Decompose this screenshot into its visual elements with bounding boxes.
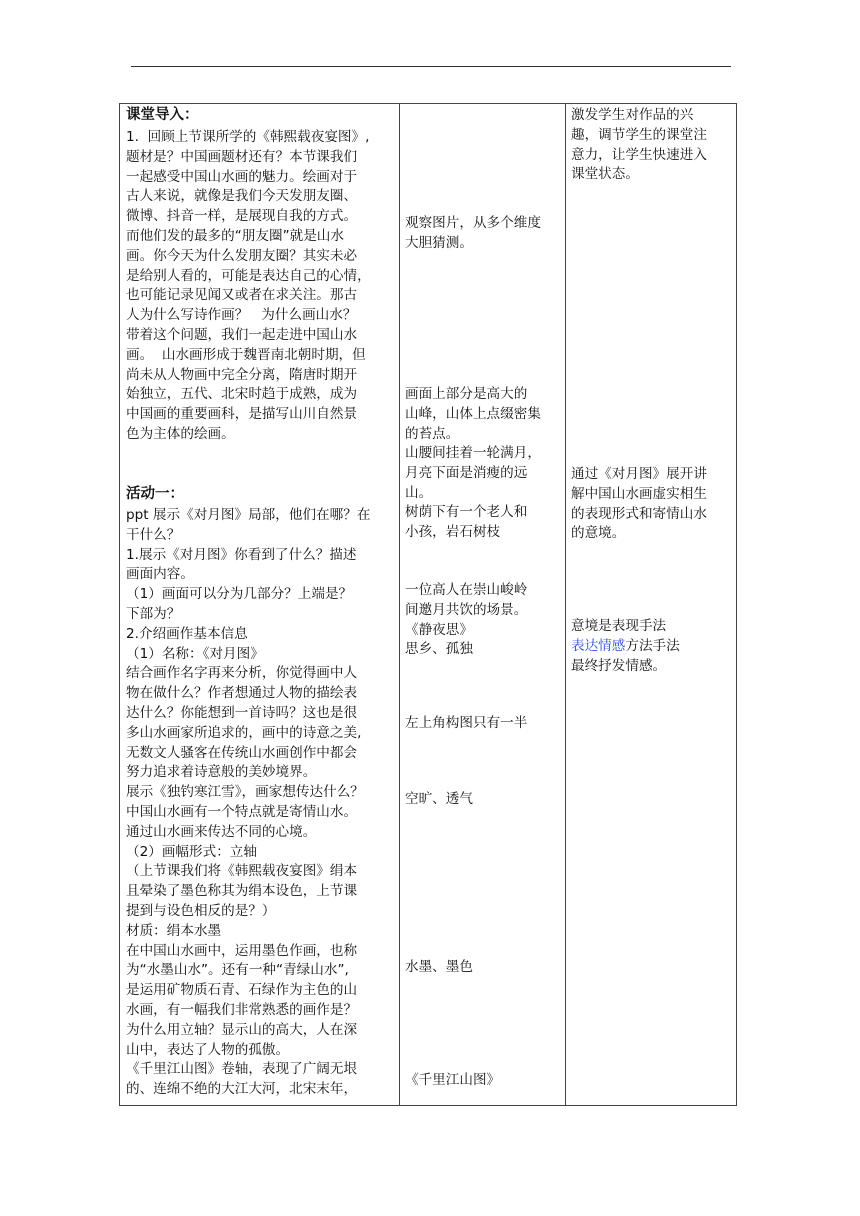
text-line: 人为什么写诗作画？ 为什么画山水？ — [126, 307, 357, 324]
painting-title: 《千里江山图》 — [405, 1072, 501, 1088]
text-line: 结合画作名字再来分析，你觉得画中人 — [126, 665, 358, 682]
text-line: 材质：绢本水墨 — [126, 922, 222, 939]
ink-text: 水墨、墨色 — [405, 959, 473, 975]
text-line: 大胆猜测。 — [405, 234, 473, 251]
text-line: 是给别人看的，可能是表达自己的心情， — [126, 267, 371, 284]
text-line: （1）名称：《对月图》 — [126, 645, 264, 662]
text-line: 观察图片，从多个维度 — [405, 215, 541, 231]
airy-text: 空旷、透气 — [405, 791, 473, 807]
text-line: 山中，表达了人物的孤傲。 — [126, 1041, 290, 1058]
text-line: 展示《独钓寒江雪》，画家想传达什么？ — [126, 784, 364, 801]
text-line: 通过《对月图》展开讲 — [571, 466, 707, 482]
text-line: 山腰间挂着一轮满月， — [405, 445, 541, 461]
text-line: 中国山水画有一个特点就是寄情山水。 — [126, 804, 358, 820]
text-line: （上节课我们将《韩熙载夜宴图》绢本 — [126, 863, 358, 880]
text-line: 古人来说，就像是我们今天发朋友圈、 — [126, 188, 358, 205]
activity-heading: 活动一： — [126, 486, 184, 502]
text-line: 水画，有一幅我们非常熟悉的画作是？ — [126, 1002, 358, 1018]
text-line: 且晕染了墨色称其为绢本设色，上节课 — [126, 883, 358, 900]
text-line: （2）画幅形式：立轴 — [126, 843, 257, 860]
text-line: 色为主体的绘画。 — [126, 426, 235, 442]
text-line: 画。你今天为什么发朋友圈？其实未必 — [126, 247, 358, 264]
text-line: 画。 山水画形成于魏晋南北朝时期，但 — [126, 346, 366, 363]
text-line: 达什么？你能想到一首诗吗？这也是很 — [126, 705, 358, 721]
text-line: 的、连绵不绝的大江大河，北宋末年， — [126, 1081, 358, 1098]
text-line: 画面内容。 — [126, 566, 194, 583]
technique-line: 最终抒发情感。 — [571, 658, 667, 674]
text-line: 无数文人骚客在传统山水画创作中都会 — [126, 744, 358, 761]
text-line: 物在做什么？作者想通过人物的描绘表 — [126, 685, 358, 702]
text-line: ppt 展示《对月图》局部，他们在哪？在 — [126, 507, 371, 523]
text-line: 的表现形式和寄情山水 — [571, 505, 707, 522]
text-line: 是运用矿物质石青、石绿作为主色的山 — [126, 982, 358, 999]
student-activity-cell — [405, 104, 561, 1105]
text-line: 1.展示《对月图》你看到了什么？描述 — [126, 546, 357, 563]
technique-link-suffix: 方法手法 — [625, 638, 680, 654]
column-divider — [565, 104, 566, 1105]
text-line: 画面上部分是高大的 — [405, 386, 528, 402]
text-line: 趣，调节学生的课堂注 — [571, 126, 707, 143]
text-line: 课堂状态。 — [571, 166, 639, 183]
text-line: 为什么用立轴？显示山的高大，人在深 — [126, 1021, 358, 1038]
text-line: 的意境。 — [571, 525, 626, 542]
text-line: 尚未从人物画中完全分离，隋唐时期开 — [126, 366, 358, 383]
text-line: 通过山水画来传达不同的心境。 — [126, 823, 317, 840]
text-line: 为“水墨山水”。还有一种“青绿山水”, — [126, 962, 349, 979]
text-line: 2.介绍画作基本信息 — [126, 625, 248, 642]
text-line: 提到与设色相反的是？） — [126, 903, 276, 919]
text-line: 多山水画家所追求的，画中的诗意之美, — [126, 724, 362, 741]
text-line: 努力追求着诗意般的美妙境界。 — [126, 764, 317, 781]
text-line: 月亮下面是消瘦的远 — [405, 464, 528, 481]
intro-heading: 课堂导入： — [126, 107, 199, 123]
text-line: 带着这个问题，我们一起走进中国山水 — [126, 327, 358, 343]
lesson-table — [119, 103, 737, 1106]
composition-text: 左上角构图只有一半 — [405, 715, 528, 731]
design-intent-cell — [571, 104, 731, 1105]
text-line: （1）画面可以分为几部分？上端是？ — [126, 586, 353, 603]
header-rule — [131, 66, 731, 67]
technique-line — [571, 637, 680, 657]
text-line: 小孩，岩石树枝 — [405, 523, 501, 540]
text-line: 《千里江山图》卷轴，表现了广阔无垠 — [126, 1061, 358, 1078]
text-line: 《静夜思》 — [405, 621, 473, 638]
text-line: 激发学生对作品的兴 — [571, 107, 694, 123]
text-line: 始独立，五代、北宋时趋于成熟，成为 — [126, 386, 358, 403]
text-line: 而他们发的最多的“朋友圈”就是山水 — [126, 228, 344, 244]
text-line: 一位高人在崇山峻岭 — [405, 582, 528, 598]
text-line: 一起感受中国山水画的魅力。绘画对于 — [126, 168, 358, 185]
text-line: 山峰，山体上点缀密集 — [405, 405, 541, 422]
text-line: 干什么？ — [126, 526, 181, 543]
text-line: 也可能记录见闻又或者在求关注。那古 — [126, 287, 358, 304]
technique-line: 意境是表现手法 — [571, 618, 667, 634]
text-line: 微博、抖音一样，是展现自我的方式。 — [126, 208, 358, 225]
text-line: 题材是？中国画题材还有？本节课我们 — [126, 148, 358, 165]
text-line: 解中国山水画虚实相生 — [571, 485, 707, 502]
text-line: 下部为？ — [126, 606, 181, 622]
column-divider — [399, 104, 400, 1105]
text-line: 思乡、孤独 — [405, 641, 473, 658]
text-line: 意力，让学生快速进入 — [571, 146, 707, 163]
text-line: 的苔点。 — [405, 425, 460, 442]
technique-link[interactable]: 表达情感 — [571, 638, 626, 654]
text-line: 中国画的重要画科，是描写山川自然景 — [126, 406, 358, 423]
text-line: 山。 — [405, 484, 433, 501]
text-line: 树荫下有一个老人和 — [405, 504, 528, 520]
text-line: 在中国山水画中，运用墨色作画，也称 — [126, 942, 358, 959]
text-line: 间邀月共饮的场景。 — [405, 601, 528, 618]
text-line: 1. 回顾上节课所学的《韩熙载夜宴图》, — [126, 129, 370, 145]
teacher-activity-cell — [126, 104, 394, 1105]
